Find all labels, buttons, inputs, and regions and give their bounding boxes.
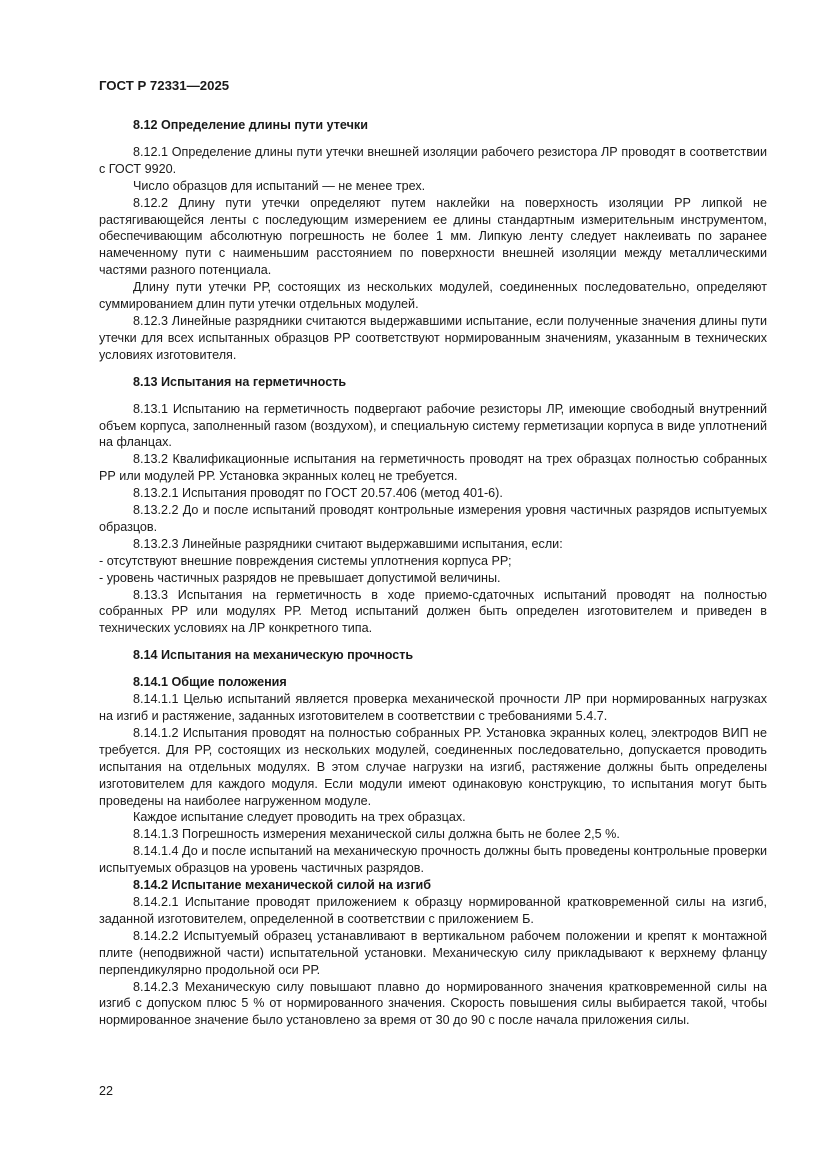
paragraph-8-13-2-2: 8.13.2.2 До и после испытаний проводят контрольные измерения уровня частичных разрядов испытуемых образцов. [99, 503, 767, 534]
paragraph-three-samples: Каждое испытание следует проводить на трех образцах. [133, 810, 466, 825]
paragraph-8-14-2-1: 8.14.2.1 Испытание проводят приложением к образцу нормированной кратковременной силы на изгиб, заданной изготовителем, определенной в соответствии с приложением Б. [99, 894, 767, 926]
paragraph-8-12-2: 8.12.2 Длину пути утечки определяют путем наклейки на поверхность изоляции РР липкой не растягивающейся ленты с последующим измерением ее длины стандартным измерительным инструментом, обеспечивающим абсолютную погрешность не более 1 мм. Липкую ленту следует наклеивать по заранее намеченному пути с наименьшим расстоянием по поверхности внешней изоляции между металлическими частями разного потенциала. [99, 195, 767, 278]
paragraph-8-14-1-2: 8.14.1.2 Испытания проводят на полностью собранных РР. Установка экранных колец, электродов ВИП не требуется. Для РР, состоящих из нескольких модулей, соединенных последовательно, допускается проводить испытания на отдельных модулях. В этом случае нагрузки на изгиб, растяжение должны быть определены изготовителем для каждого модуля. Если модули имеют одинаковую конструкцию, то испытания могут быть проведены на наиболее нагруженном модуле. [99, 725, 767, 808]
paragraph-8-14-2-3: 8.14.2.3 Механическую силу повышают плавно до нормированного значения кратковременной силы на изгиб с допуском плюс 5 % от нормированного значения. Скорость повышения силы выбирается такой, чтобы нормированное значение было установлено за время от 30 до 90 с после начала приложения силы. [99, 979, 767, 1028]
paragraph-8-13-2-1: 8.13.2.1 Испытания проводят по ГОСТ 20.57.406 (метод 401-6). [133, 486, 503, 501]
paragraph-8-13-2-3: 8.13.2.3 Линейные разрядники считают выдержавшими испытания, если: [133, 536, 563, 551]
section-heading-8-13: 8.13 Испытания на герметичность [133, 374, 347, 389]
paragraph-8-14-2-2: 8.14.2.2 Испытуемый образец устанавливают в вертикальном рабочем положении и крепят к монтажной плите (неподвижной части) испытательной установки. Механическую силу прикладывают к верхнему фланцу перпендикулярно продольной оси РР. [99, 928, 767, 977]
paragraph-8-13-2: 8.13.2 Квалификационные испытания на герметичность проводят на трех образцах полностью собранных РР или модулей РР. Установка экранных колец не требуется. [99, 452, 767, 484]
paragraph-8-12-3: 8.12.3 Линейные разрядники считаются выдержавшими испытание, если полученные значения длины пути утечки для всех испытанных образцов РР соответствуют нормированным значениям, указанным в технических условиях изготовителя. [99, 313, 767, 362]
list-item-seal-damage: - отсутствуют внешние повреждения системы уплотнения корпуса РР; [99, 553, 512, 568]
paragraph-module-leakage: Длину пути утечки РР, состоящих из нескольких модулей, соединенных последовательно, определяют суммированием длин пути утечки отдельных модулей. [99, 280, 767, 312]
section-heading-8-12: 8.12 Определение длины пути утечки [133, 118, 368, 132]
subsection-heading-8-14-1: 8.14.1 Общие положения [133, 675, 287, 690]
paragraph-8-13-1: 8.13.1 Испытанию на герметичность подвергают рабочие резисторы ЛР, имеющие свободный внутренний объем корпуса, заполненный газом (воздухом), и специальную систему герметизации корпуса в виде уплотнений на фланцах. [99, 401, 767, 450]
document-code-header: ГОСТ Р 72331—2025 [99, 78, 230, 93]
paragraph-8-13-3: 8.13.3 Испытания на герметичность в ходе приемо-сдаточных испытаний проводят на полностью собранных РР или модулях РР. Метод испытаний должен быть определен изготовителем и приведен в технических условиях на ЛР конкретного типа. [99, 587, 767, 636]
paragraph-8-14-1-4: 8.14.1.4 До и после испытаний на механическую прочность должны быть проведены контрольные проверки испытуемых образцов на уровень частичных разрядов. [99, 844, 767, 876]
document-body [99, 117, 767, 1029]
subsection-heading-8-14-2: 8.14.2 Испытание механической силой на изгиб [133, 878, 432, 893]
paragraph-8-14-1-1: 8.14.1.1 Целью испытаний является проверка механической прочности ЛР при нормированных нагрузках на изгиб и растяжение, заданных изготовителем в соответствии с требованиями 5.4.7. [99, 692, 767, 723]
section-heading-8-14: 8.14 Испытания на механическую прочность [133, 648, 414, 663]
paragraph-sample-count: Число образцов для испытаний — не менее трех. [133, 178, 426, 193]
paragraph-8-14-1-3: 8.14.1.3 Погрешность измерения механической силы должна быть не более 2,5 %. [133, 827, 620, 842]
list-item-discharge-level: - уровень частичных разрядов не превышает допустимой величины. [99, 570, 501, 585]
page-number: 22 [99, 1084, 114, 1098]
paragraph-8-12-1: 8.12.1 Определение длины пути утечки внешней изоляции рабочего резистора ЛР проводят в соответствии с ГОСТ 9920. [99, 144, 767, 176]
